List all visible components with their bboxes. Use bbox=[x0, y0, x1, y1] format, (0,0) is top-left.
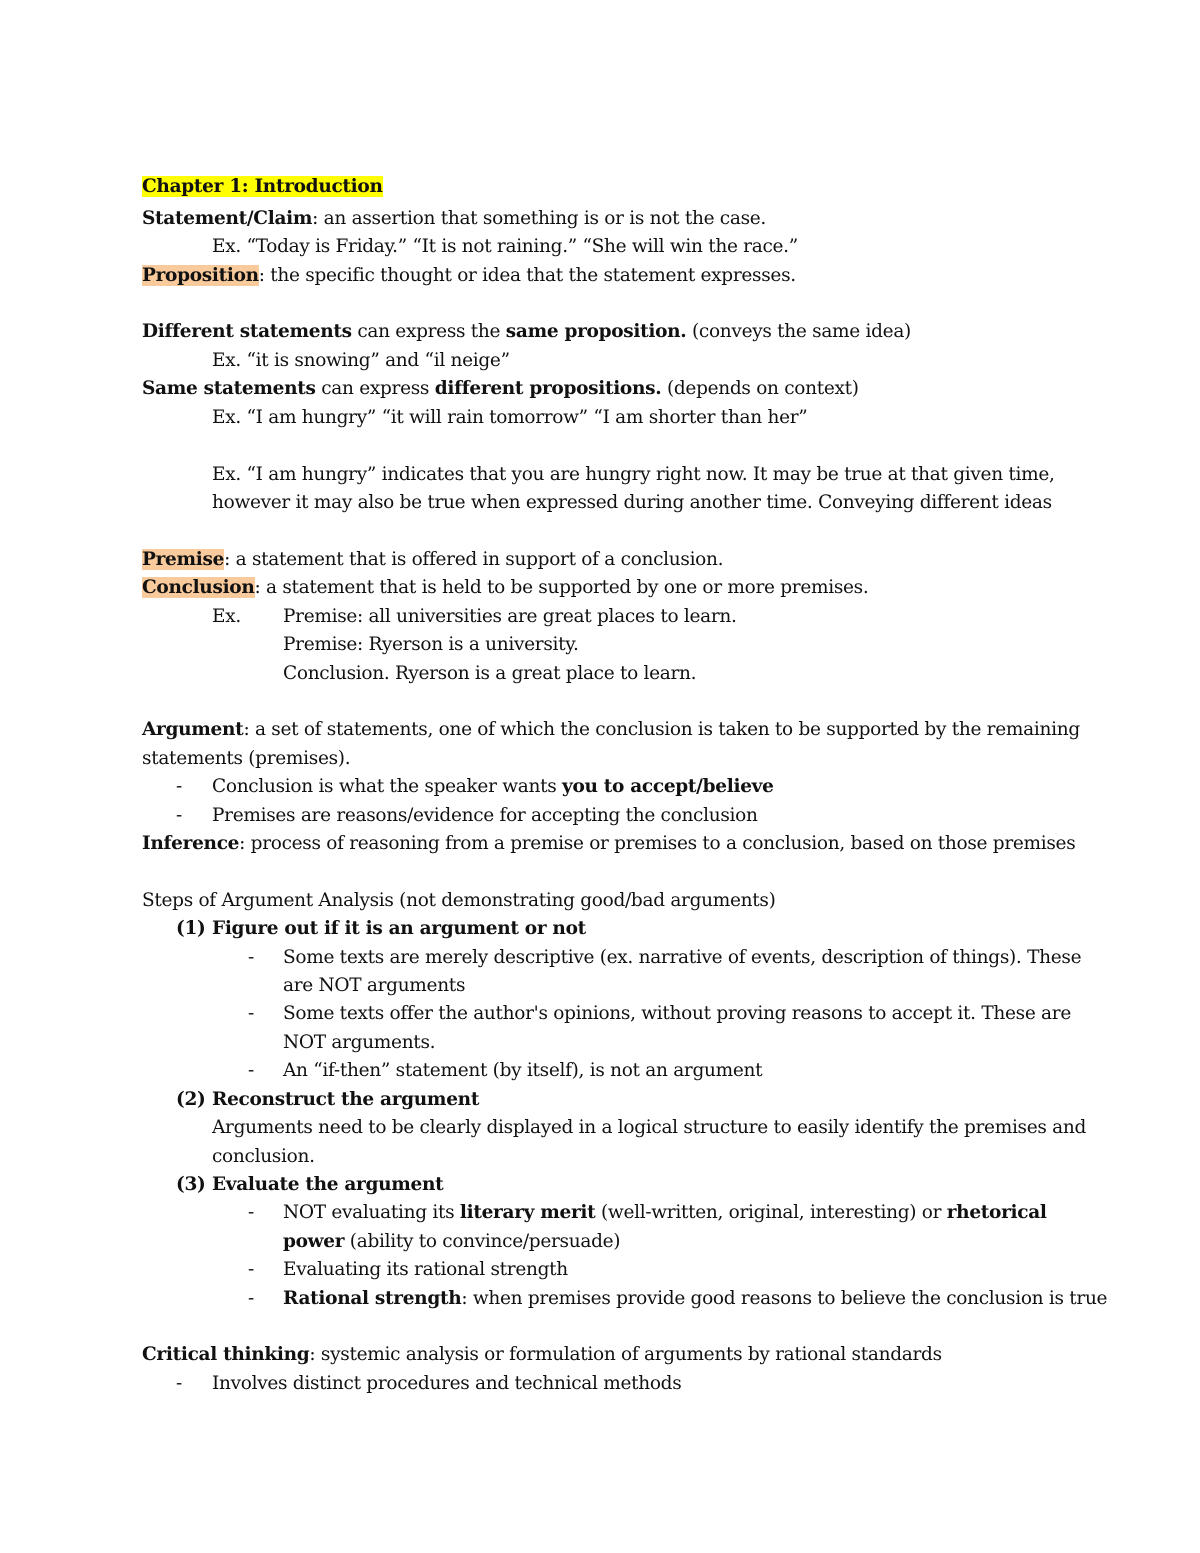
inference-definition: : process of reasoning from a premise or premises to a conclusion, based on those premises bbox=[239, 833, 1076, 854]
conclusion-line bbox=[142, 576, 868, 600]
bold-span: power bbox=[283, 1231, 345, 1252]
bullet-dash: - bbox=[248, 1202, 254, 1223]
step-3-title bbox=[212, 1173, 443, 1197]
conclusion-term: Conclusion bbox=[142, 577, 255, 598]
step-2-number bbox=[176, 1088, 205, 1112]
bold-span: (2) bbox=[176, 1089, 206, 1110]
text-span: NOT evaluating its bbox=[283, 1202, 460, 1223]
text-span: (well-written, original, interesting) or bbox=[595, 1202, 947, 1223]
proposition-term: Proposition bbox=[142, 265, 259, 286]
chapter-title: Chapter 1: Introduction bbox=[142, 176, 383, 197]
text-span: (depends on context) bbox=[661, 378, 859, 399]
bold-span: literary merit bbox=[459, 1202, 596, 1223]
bullet-dash: - bbox=[248, 1060, 254, 1081]
argument-bullet-1 bbox=[212, 775, 774, 799]
step-2-text-line-1: Arguments need to be clearly displayed in a logical structure to easily identify the premises and bbox=[212, 1117, 1087, 1138]
bullet-dash: - bbox=[248, 1288, 254, 1309]
step-1-bullet-1-line-1: Some texts are merely descriptive (ex. narrative of events, description of things). These bbox=[283, 947, 1082, 968]
different-statements-line bbox=[142, 320, 911, 344]
text-span: : when premises provide good reasons to believe the conclusion is true bbox=[461, 1288, 1108, 1309]
argument-bullet-2: Premises are reasons/evidence for accepting the conclusion bbox=[212, 805, 758, 826]
premise-line bbox=[142, 548, 723, 572]
bullet-dash: - bbox=[248, 1259, 254, 1280]
bullet-dash: - bbox=[176, 1373, 182, 1394]
premise-definition: : a statement that is offered in support of a conclusion. bbox=[224, 549, 724, 570]
bold-span: Figure out if it is an argument or not bbox=[212, 918, 586, 939]
same-statements-term: Same statements bbox=[142, 378, 316, 399]
text-span: Conclusion is what the speaker wants bbox=[212, 776, 562, 797]
critical-thinking-definition: : systemic analysis or formulation of arguments by rational standards bbox=[309, 1344, 942, 1365]
critical-thinking-bullet-1: Involves distinct procedures and technical methods bbox=[212, 1373, 682, 1394]
bold-span: (3) bbox=[176, 1174, 206, 1195]
statement-definition: : an assertion that something is or is not the case. bbox=[312, 208, 767, 229]
bold-span: same proposition. bbox=[505, 321, 687, 342]
text-span: (ability to convince/persuade) bbox=[344, 1231, 621, 1252]
statement-line bbox=[142, 207, 766, 231]
step-3-number bbox=[176, 1173, 205, 1197]
proposition-definition: : the specific thought or idea that the statement expresses. bbox=[258, 265, 796, 286]
hungry-explanation-line-2: however it may also be true when expressed during another time. Conveying different ideas bbox=[212, 492, 1052, 513]
statement-term: Statement/Claim bbox=[142, 208, 313, 229]
different-statements-term: Different statements bbox=[142, 321, 352, 342]
step-1-bullet-2-line-2: NOT arguments. bbox=[283, 1032, 436, 1053]
step-1-bullet-1-line-2: are NOT arguments bbox=[283, 975, 466, 996]
step-3-bullet-3 bbox=[283, 1287, 1107, 1311]
bullet-dash: - bbox=[176, 805, 182, 826]
different-statements-example: Ex. “it is snowing” and “il neige” bbox=[212, 350, 510, 371]
text-span: (conveys the same idea) bbox=[686, 321, 911, 342]
argument-line-2: statements (premises). bbox=[142, 748, 351, 769]
inference-line bbox=[142, 832, 1075, 856]
critical-thinking-term: Critical thinking bbox=[142, 1344, 310, 1365]
example-premise-2: Premise: Ryerson is a university. bbox=[283, 634, 579, 655]
bold-span: Reconstruct the argument bbox=[212, 1089, 480, 1110]
example-conclusion: Conclusion. Ryerson is a great place to learn. bbox=[283, 663, 697, 684]
proposition-line bbox=[142, 264, 796, 288]
step-2-text-line-2: conclusion. bbox=[212, 1146, 315, 1167]
critical-thinking-line bbox=[142, 1343, 942, 1367]
conclusion-definition: : a statement that is held to be supported by one or more premises. bbox=[254, 577, 869, 598]
bullet-dash: - bbox=[248, 947, 254, 968]
text-span: can express the bbox=[351, 321, 506, 342]
bold-span: Rational strength bbox=[283, 1288, 462, 1309]
hungry-explanation-line-1: Ex. “I am hungry” indicates that you are hungry right now. It may be true at that given time, bbox=[212, 464, 1055, 485]
premise-term: Premise bbox=[142, 549, 225, 570]
step-1-bullet-2-line-1: Some texts offer the author's opinions, without proving reasons to accept it. These are bbox=[283, 1003, 1071, 1024]
argument-term: Argument bbox=[142, 719, 244, 740]
argument-line-1 bbox=[142, 718, 1080, 742]
step-1-bullet-3: An “if-then” statement (by itself), is not an argument bbox=[283, 1060, 763, 1081]
inference-term: Inference bbox=[142, 833, 240, 854]
step-3-bullet-1-line-1 bbox=[283, 1201, 1047, 1225]
argument-definition: : a set of statements, one of which the conclusion is taken to be supported by the remaining bbox=[243, 719, 1080, 740]
step-3-bullet-1-line-2 bbox=[283, 1230, 620, 1254]
bold-span: Evaluate the argument bbox=[212, 1174, 444, 1195]
step-1-title bbox=[212, 917, 586, 941]
bold-span: you to accept/believe bbox=[562, 776, 774, 797]
text-span: can express bbox=[315, 378, 435, 399]
step-2-title bbox=[212, 1088, 479, 1112]
same-statements-line bbox=[142, 377, 859, 401]
bullet-dash: - bbox=[248, 1003, 254, 1024]
example-premise-1: Premise: all universities are great places to learn. bbox=[283, 606, 737, 627]
bold-span: different propositions. bbox=[434, 378, 662, 399]
statement-example: Ex. “Today is Friday.” “It is not raining.” “She will win the race.” bbox=[212, 236, 798, 257]
step-3-bullet-2: Evaluating its rational strength bbox=[283, 1259, 568, 1280]
steps-title: Steps of Argument Analysis (not demonstrating good/bad arguments) bbox=[142, 890, 776, 911]
bullet-dash: - bbox=[176, 776, 182, 797]
chapter-title-line bbox=[142, 175, 383, 199]
step-1-number bbox=[176, 917, 205, 941]
bold-span: rhetorical bbox=[946, 1202, 1047, 1223]
same-statements-example: Ex. “I am hungry” “it will rain tomorrow” “I am shorter than her” bbox=[212, 407, 808, 428]
example-label: Ex. bbox=[212, 606, 241, 627]
bold-span: (1) bbox=[176, 918, 206, 939]
